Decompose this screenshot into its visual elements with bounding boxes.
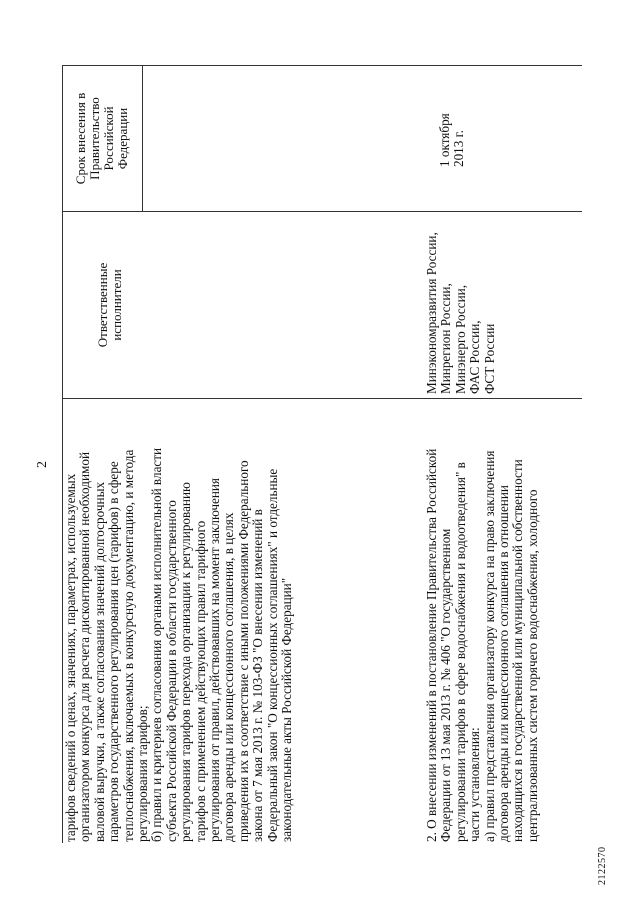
text-line: регулирования тарифов; [135,705,151,842]
text-line: ФСТ России [481,323,497,394]
text-line: теплоснабжения, включаемых в конкурсную документацию, и метода [120,449,136,842]
text-line: законодательные акты Российской Федерации" [279,577,295,842]
text-line: централизованных систем горячего водоснабжения, холодного [524,489,540,842]
header-deadline-line: Срок внесения в [73,92,88,185]
text-line: а) правил представления организатору конкурса на право заключения [481,450,497,842]
text-line: Минэкономразвития России, [424,232,439,394]
text-line: приведения их в соответствие с иными положениями Федерального [235,460,251,842]
text-line: 2013 г. [451,130,467,167]
text-line: тарифов сведений о ценах, значениях, параметрах, используемых [63,473,78,842]
text-line: Федеральный закон "О концессионных соглашениях" и отдельные [264,468,280,842]
row1-description [64,448,295,842]
row2-responsible [425,232,497,394]
text-line: валовой выручки, а также согласования значений долгосрочных [91,481,107,842]
text-line: регулирования тарифов перехода организации к регулированию [178,482,194,842]
text-line: регулирования от правил, действовавших на момент заключения [207,477,223,842]
text-line: находящихся в государственной или муниципальной собственности [510,459,526,842]
row2-description [425,449,540,842]
header-deadline-line: Федерации [115,107,130,170]
text-line: Федерации от 13 мая 2013 г. № 406 "О государственном [438,528,454,842]
text-line: закона от 7 мая 2013 г. № 103-ФЗ "О внесении изменений в [250,509,266,842]
text-line: регулировании тарифов в сфере водоснабжения и водоотведения" в [452,462,468,842]
text-line: части установления: [467,727,483,842]
column-divider-2 [62,211,582,212]
row2-deadline [438,113,467,167]
text-line: Минэнерго России, [452,284,468,394]
text-line: ФАС России, [467,320,483,394]
text-line: тарифов с применением действующих правил тарифного [192,520,208,842]
text-line: 1 октября [437,113,452,167]
header-responsible-line: Ответственные [95,262,110,348]
page-number: 2 [35,461,50,468]
header-deadline [74,66,130,211]
text-line: договора аренды или концессионного соглашения в отношении [496,485,512,842]
text-line: параметров государственного регулирования цен (тарифов) в сфере [106,461,122,842]
text-line: организатором конкурса для расчета дисконтированной необходимой [77,451,93,842]
header-deadline-line: Российской [101,106,116,171]
text-line: договора аренды или концессионного соглашения, в целях [221,512,237,842]
text-line: б) правил и критериев согласования органами исполнительной власти [149,447,165,842]
table-right-border [62,65,582,66]
header-bottom-border [142,65,143,212]
document-id: 2122570 [597,846,608,885]
text-line: Минрегион России, [438,283,454,394]
text-line: 2. О внесении изменений в постановление Правительства Российской [424,448,439,842]
text-line: субъекта Российской Федерации в области государственного [163,500,179,842]
column-divider-1 [62,398,582,399]
header-responsible-line: исполнители [109,269,124,341]
header-deadline-line: Правительство [87,97,102,180]
header-responsible [96,212,124,398]
